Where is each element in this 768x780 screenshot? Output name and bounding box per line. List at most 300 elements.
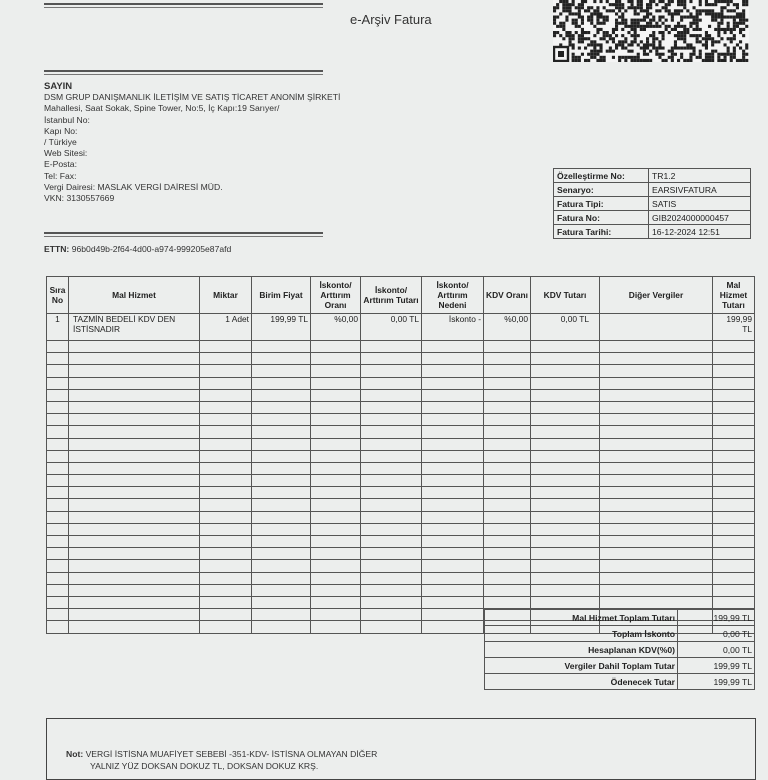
empty-cell [713, 584, 755, 596]
empty-cell [713, 487, 755, 499]
empty-cell [47, 596, 69, 608]
empty-cell [713, 389, 755, 401]
empty-cell [600, 499, 713, 511]
empty-cell [200, 401, 252, 413]
meta-row [554, 211, 751, 225]
empty-cell [422, 401, 484, 413]
empty-cell [484, 499, 531, 511]
empty-cell [47, 365, 69, 377]
empty-cell [69, 365, 200, 377]
empty-cell [713, 523, 755, 535]
empty-cell [713, 365, 755, 377]
empty-cell [69, 414, 200, 426]
empty-cell [69, 560, 200, 572]
empty-table-row [47, 389, 755, 401]
empty-cell [47, 609, 69, 621]
empty-cell [252, 401, 311, 413]
empty-cell [311, 475, 361, 487]
col-header-miktar: Miktar [200, 277, 252, 314]
empty-cell [200, 487, 252, 499]
meta-row [554, 197, 751, 211]
empty-cell [69, 353, 200, 365]
empty-cell [600, 341, 713, 353]
empty-cell [713, 560, 755, 572]
empty-cell [252, 560, 311, 572]
empty-cell [713, 414, 755, 426]
empty-cell [422, 475, 484, 487]
empty-cell [361, 560, 422, 572]
empty-cell [713, 572, 755, 584]
col-header-iskonto-orani: İskonto/ Arttırım Oranı [311, 277, 361, 314]
empty-cell [47, 475, 69, 487]
empty-table-row [47, 365, 755, 377]
empty-cell [69, 621, 200, 633]
empty-cell [252, 536, 311, 548]
empty-cell [47, 536, 69, 548]
empty-cell [531, 426, 600, 438]
empty-cell [713, 548, 755, 560]
empty-cell [531, 584, 600, 596]
empty-cell [422, 438, 484, 450]
meta-row [554, 225, 751, 239]
empty-cell [422, 560, 484, 572]
meta-label: Fatura Tipi: [554, 197, 649, 211]
empty-cell [69, 609, 200, 621]
empty-cell [361, 511, 422, 523]
totals-row [485, 610, 755, 626]
empty-cell [531, 560, 600, 572]
empty-cell [600, 572, 713, 584]
empty-cell [422, 341, 484, 353]
empty-cell [361, 341, 422, 353]
empty-table-row [47, 414, 755, 426]
empty-table-row [47, 487, 755, 499]
empty-cell [252, 450, 311, 462]
empty-cell [361, 365, 422, 377]
empty-cell [361, 401, 422, 413]
empty-cell [311, 426, 361, 438]
empty-cell [200, 548, 252, 560]
empty-cell [252, 609, 311, 621]
empty-cell [47, 487, 69, 499]
empty-cell [600, 536, 713, 548]
meta-value: TR1.2 [649, 169, 751, 183]
empty-cell [200, 377, 252, 389]
empty-cell [252, 414, 311, 426]
empty-cell [311, 536, 361, 548]
empty-cell [713, 596, 755, 608]
empty-cell [200, 572, 252, 584]
empty-cell [600, 475, 713, 487]
empty-cell [252, 377, 311, 389]
empty-cell [361, 475, 422, 487]
empty-cell [47, 353, 69, 365]
empty-cell [600, 487, 713, 499]
empty-cell [422, 487, 484, 499]
empty-cell [311, 438, 361, 450]
empty-cell [311, 487, 361, 499]
meta-value: SATIS [649, 197, 751, 211]
empty-cell [69, 523, 200, 535]
empty-cell [252, 389, 311, 401]
empty-table-row [47, 499, 755, 511]
empty-table-row [47, 462, 755, 474]
empty-cell [311, 450, 361, 462]
empty-table-row [47, 353, 755, 365]
ettn [44, 244, 231, 254]
empty-cell [200, 560, 252, 572]
cell-iskonto-orani: %0,00 [311, 314, 361, 341]
empty-cell [200, 523, 252, 535]
empty-cell [600, 450, 713, 462]
empty-cell [484, 401, 531, 413]
empty-cell [200, 475, 252, 487]
empty-cell [531, 438, 600, 450]
empty-cell [600, 438, 713, 450]
totals-table [484, 609, 755, 690]
empty-cell [600, 389, 713, 401]
empty-table-row [47, 596, 755, 608]
empty-cell [361, 584, 422, 596]
totals-label: Ödenecek Tutar [485, 674, 678, 690]
meta-value: EARSIVFATURA [649, 183, 751, 197]
empty-cell [200, 426, 252, 438]
empty-cell [252, 487, 311, 499]
empty-cell [69, 548, 200, 560]
totals-row [485, 642, 755, 658]
empty-table-row [47, 438, 755, 450]
cell-birim-fiyat: 199,99 TL [252, 314, 311, 341]
col-header-birim-fiyat: Birim Fiyat [252, 277, 311, 314]
document-title: e-Arşiv Fatura [350, 12, 432, 27]
empty-cell [311, 596, 361, 608]
buyer-heading: SAYIN [44, 81, 73, 92]
empty-cell [484, 548, 531, 560]
empty-cell [484, 377, 531, 389]
empty-cell [311, 584, 361, 596]
empty-cell [69, 450, 200, 462]
cell-iskonto-tutari: 0,00 TL [361, 314, 422, 341]
empty-cell [713, 511, 755, 523]
col-header-mal-hizmet: Mal Hizmet [69, 277, 200, 314]
note-label: Not: [66, 749, 84, 759]
empty-cell [531, 377, 600, 389]
empty-cell [422, 499, 484, 511]
empty-cell [531, 341, 600, 353]
empty-table-row [47, 450, 755, 462]
empty-cell [531, 401, 600, 413]
cell-mal-hizmet: TAZMİN BEDELİ KDV DEN İSTİSNADIR [69, 314, 200, 341]
cell-mal-hizmet-tutari: 199,99 TL [713, 314, 755, 341]
empty-cell [47, 426, 69, 438]
empty-cell [47, 450, 69, 462]
empty-table-row [47, 401, 755, 413]
empty-cell [69, 462, 200, 474]
empty-cell [531, 450, 600, 462]
empty-cell [200, 438, 252, 450]
empty-cell [69, 584, 200, 596]
empty-cell [484, 365, 531, 377]
meta-value: 16-12-2024 12:51 [649, 225, 751, 239]
cell-iskonto-nedeni: İskonto - [422, 314, 484, 341]
empty-cell [422, 609, 484, 621]
buyer-address: Mahallesi, Saat Sokak, Spine Tower, No:5, İç Kapı:19 Sarıyer/ İstanbul No: [44, 103, 280, 125]
empty-cell [252, 475, 311, 487]
empty-cell [422, 353, 484, 365]
invoice-meta-table [553, 168, 751, 239]
empty-table-row [47, 572, 755, 584]
empty-cell [69, 377, 200, 389]
empty-cell [713, 341, 755, 353]
empty-cell [422, 389, 484, 401]
items-table [46, 276, 755, 634]
ettn-value: 96b0d49b-2f64-4d00-a974-999205e87afd [71, 244, 232, 254]
items-header-row [47, 277, 755, 314]
empty-cell [311, 560, 361, 572]
empty-cell [47, 560, 69, 572]
cell-sira-no: 1 [47, 314, 69, 341]
note-text-2: YALNIZ YÜZ DOKSAN DOKUZ TL, DOKSAN DOKUZ KRŞ. [90, 761, 319, 771]
totals-row [485, 658, 755, 674]
empty-cell [361, 353, 422, 365]
col-header-mal-hizmet-tutari: Mal Hizmet Tutarı [713, 277, 755, 314]
buyer-phone: Tel: Fax: [44, 170, 77, 181]
empty-cell [484, 462, 531, 474]
empty-cell [252, 438, 311, 450]
empty-table-row [47, 536, 755, 548]
empty-cell [200, 389, 252, 401]
empty-cell [252, 511, 311, 523]
empty-cell [361, 609, 422, 621]
empty-cell [200, 536, 252, 548]
empty-cell [252, 499, 311, 511]
empty-cell [422, 536, 484, 548]
empty-cell [311, 548, 361, 560]
empty-table-row [47, 511, 755, 523]
col-header-kdv-tutari: KDV Tutarı [531, 277, 600, 314]
totals-row [485, 674, 755, 690]
empty-cell [361, 572, 422, 584]
empty-cell [200, 450, 252, 462]
empty-cell [600, 523, 713, 535]
empty-cell [600, 377, 713, 389]
note-text-1: VERGİ İSTİSNA MUAFİYET SEBEBİ -351-KDV- İSTİSNA OLMAYAN DİĞER [85, 749, 378, 759]
empty-cell [47, 523, 69, 535]
empty-cell [200, 462, 252, 474]
meta-value: GIB2024000000457 [649, 211, 751, 225]
empty-cell [422, 572, 484, 584]
empty-cell [47, 401, 69, 413]
empty-cell [311, 414, 361, 426]
empty-cell [422, 548, 484, 560]
buyer-top-rule [44, 70, 323, 75]
empty-cell [69, 438, 200, 450]
cell-kdv-orani: %0,00 [484, 314, 531, 341]
empty-table-row [47, 548, 755, 560]
empty-cell [600, 462, 713, 474]
empty-cell [69, 401, 200, 413]
empty-cell [69, 426, 200, 438]
empty-cell [361, 499, 422, 511]
empty-cell [47, 621, 69, 633]
empty-cell [361, 548, 422, 560]
empty-cell [200, 621, 252, 633]
empty-cell [311, 621, 361, 633]
empty-cell [252, 572, 311, 584]
empty-cell [200, 414, 252, 426]
empty-cell [47, 462, 69, 474]
empty-cell [484, 536, 531, 548]
buyer-vkn: VKN: 3130557669 [44, 193, 115, 204]
empty-cell [252, 462, 311, 474]
empty-cell [311, 511, 361, 523]
empty-cell [713, 377, 755, 389]
col-header-iskonto-nedeni: İskonto/ Arttırım Nedeni [422, 277, 484, 314]
empty-cell [69, 499, 200, 511]
totals-label: Hesaplanan KDV(%0) [485, 642, 678, 658]
empty-cell [361, 389, 422, 401]
empty-cell [252, 341, 311, 353]
totals-label: Mal Hizmet Toplam Tutarı [485, 610, 678, 626]
empty-cell [47, 572, 69, 584]
empty-cell [361, 487, 422, 499]
empty-cell [600, 365, 713, 377]
empty-cell [252, 584, 311, 596]
empty-table-row [47, 377, 755, 389]
empty-cell [47, 499, 69, 511]
empty-cell [200, 341, 252, 353]
buyer-website: Web Sitesi: [44, 148, 88, 159]
empty-cell [422, 462, 484, 474]
ettn-label: ETTN: [44, 244, 70, 254]
empty-cell [47, 511, 69, 523]
empty-cell [200, 609, 252, 621]
empty-cell [361, 438, 422, 450]
empty-cell [484, 438, 531, 450]
note [66, 748, 377, 772]
empty-cell [69, 511, 200, 523]
empty-cell [200, 596, 252, 608]
empty-cell [531, 353, 600, 365]
empty-cell [69, 536, 200, 548]
empty-cell [422, 426, 484, 438]
empty-cell [361, 426, 422, 438]
empty-cell [311, 572, 361, 584]
empty-cell [531, 596, 600, 608]
empty-cell [200, 584, 252, 596]
empty-cell [531, 487, 600, 499]
empty-cell [422, 414, 484, 426]
empty-cell [47, 389, 69, 401]
empty-cell [531, 499, 600, 511]
empty-cell [252, 353, 311, 365]
cell-diger-vergiler [600, 314, 713, 341]
empty-cell [484, 584, 531, 596]
table-row [47, 314, 755, 341]
empty-cell [311, 389, 361, 401]
empty-cell [361, 596, 422, 608]
empty-cell [69, 389, 200, 401]
buyer-country: / Türkiye [44, 137, 77, 148]
empty-cell [311, 462, 361, 474]
empty-cell [47, 414, 69, 426]
empty-cell [531, 365, 600, 377]
empty-cell [600, 401, 713, 413]
empty-cell [531, 536, 600, 548]
empty-cell [311, 365, 361, 377]
meta-label: Fatura Tarihi: [554, 225, 649, 239]
cell-kdv-tutari: 0,00 TL [531, 314, 600, 341]
empty-cell [47, 438, 69, 450]
empty-cell [69, 475, 200, 487]
col-header-sira-no: Sıra No [47, 277, 69, 314]
meta-label: Fatura No: [554, 211, 649, 225]
empty-cell [422, 377, 484, 389]
empty-cell [713, 353, 755, 365]
empty-cell [422, 511, 484, 523]
totals-value: 0,00 TL [678, 626, 755, 642]
empty-cell [422, 523, 484, 535]
empty-cell [600, 596, 713, 608]
empty-cell [69, 341, 200, 353]
empty-cell [713, 401, 755, 413]
empty-cell [600, 353, 713, 365]
empty-cell [69, 596, 200, 608]
empty-cell [484, 487, 531, 499]
empty-cell [713, 426, 755, 438]
empty-cell [531, 548, 600, 560]
empty-cell [484, 353, 531, 365]
empty-cell [200, 511, 252, 523]
empty-cell [531, 572, 600, 584]
empty-cell [200, 365, 252, 377]
empty-cell [311, 353, 361, 365]
empty-cell [47, 341, 69, 353]
empty-table-row [47, 475, 755, 487]
empty-cell [422, 621, 484, 633]
empty-cell [361, 536, 422, 548]
empty-cell [484, 389, 531, 401]
totals-row [485, 626, 755, 642]
empty-cell [600, 560, 713, 572]
empty-cell [531, 462, 600, 474]
empty-cell [361, 414, 422, 426]
empty-cell [252, 596, 311, 608]
empty-cell [361, 523, 422, 535]
empty-cell [713, 450, 755, 462]
empty-cell [600, 426, 713, 438]
empty-cell [361, 450, 422, 462]
empty-cell [361, 621, 422, 633]
buyer-company: DSM GRUP DANIŞMANLIK İLETİŞİM VE SATIŞ TİCARET ANONİM ŞİRKETİ [44, 92, 341, 103]
empty-cell [484, 560, 531, 572]
totals-value: 199,99 TL [678, 658, 755, 674]
empty-cell [311, 341, 361, 353]
empty-cell [484, 475, 531, 487]
empty-cell [252, 365, 311, 377]
empty-cell [311, 401, 361, 413]
empty-cell [361, 377, 422, 389]
empty-cell [713, 462, 755, 474]
buyer-tax-office: Vergi Dairesi: MASLAK VERGİ DAİRESİ MÜD. [44, 181, 223, 192]
totals-label: Toplam İskonto [485, 626, 678, 642]
empty-table-row [47, 341, 755, 353]
empty-cell [422, 596, 484, 608]
empty-cell [484, 414, 531, 426]
meta-label: Özelleştirme No: [554, 169, 649, 183]
empty-table-row [47, 426, 755, 438]
empty-cell [531, 414, 600, 426]
